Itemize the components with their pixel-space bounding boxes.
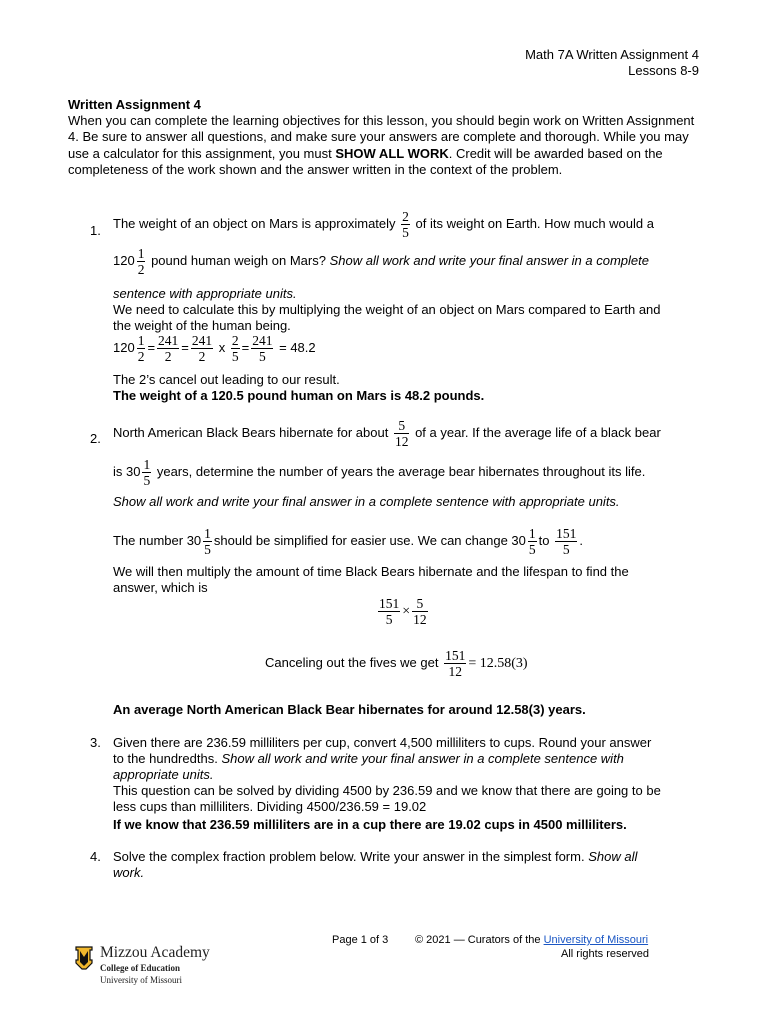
q2-product: $\frac{151}{5}$ × $\frac{5}{12}$ xyxy=(379,596,427,627)
question-number-1: 1. xyxy=(90,223,101,238)
q3-answer-line1: This question can be solved by dividing 4500 by 236.59 and we know that there are going to be xyxy=(113,783,661,798)
q4-line2: work. xyxy=(113,865,145,880)
mizzou-tiger-logo-icon xyxy=(75,946,93,970)
header-title: Math 7A Written Assignment 4 xyxy=(525,47,699,62)
intro-paragraph: When you can complete the learning objectives for this lesson, you should begin work on Written Assignment 4. Be sure to answer all questions, and make sure your answers are complete and thorough. While you may use a calculator for this assignment, you must SHOW ALL WORK. Credit will be awarded based on the completeness of the work shown and the answer written in the context of the problem. xyxy=(68,113,695,178)
question-number-4: 4. xyxy=(90,849,101,864)
q2-cancel: Canceling out the fives we get $\frac{151}{12}$ = 12.58(3) xyxy=(265,648,528,679)
q2-line2: is 30 $\frac{1}{5}$ years, determine the number of years the average bear hibernates throughout its life. xyxy=(113,457,646,488)
q1-line1: The weight of an object on Mars is approximately $\frac{2}{5}$ of its weight on Earth. How much would a xyxy=(113,209,654,240)
q1-final-answer: The weight of a 120.5 pound human on Mars is 48.2 pounds. xyxy=(113,388,485,403)
q2-mult-line2: answer, which is xyxy=(113,580,208,595)
q2-line1: North American Black Bears hibernate for about $\frac{5}{12}$ of a year. If the average life of a black bear xyxy=(113,418,661,449)
q3-line2: to the hundredths. Show all work and write your final answer in a complete sentence with xyxy=(113,751,624,766)
q3-line3: appropriate units. xyxy=(113,767,214,782)
logo-university: University of Missouri xyxy=(100,975,182,985)
q2-mult-line1: We will then multiply the amount of time Black Bears hibernate and the lifespan to find the xyxy=(113,564,629,579)
question-number-2: 2. xyxy=(90,431,101,446)
logo-college: College of Education xyxy=(100,963,180,973)
university-link[interactable]: University of Missouri xyxy=(543,934,649,946)
q2-simplify: The number 30 $\frac{1}{5}$ should be simplified for easier use. We can change 30 $\frac{1}{5}$ to $\frac{151}{5}$ . xyxy=(113,526,583,557)
q1-fraction-1-2: $\frac{1}{2}$ xyxy=(137,246,145,277)
q1-fraction-2-5: $\frac{2}{5}$ xyxy=(402,209,409,240)
rights-reserved: All rights reserved xyxy=(561,948,650,960)
q1-equation: 120 $\frac{1}{2}$ = $\frac{241}{2}$ = $\frac{241}{2}$ x $\frac{2}{5}$ = $\frac{241}{5}$ = 48.2 xyxy=(113,333,316,364)
q1-line3: sentence with appropriate units. xyxy=(113,286,297,301)
q3-line1: Given there are 236.59 milliliters per cup, convert 4,500 milliliters to cups. Round your answer xyxy=(113,735,652,750)
copyright: © 2021 — Curators of the University of Missouri xyxy=(415,934,649,946)
q4-line1: Solve the complex fraction problem below. Write your answer in the simplest form. Show all xyxy=(113,849,638,864)
q3-answer-line2: less cups than milliliters. Dividing 4500/236.59 = 19.02 xyxy=(113,799,427,814)
q1-answer-line2: the weight of the human being. xyxy=(113,318,291,333)
q2-line3: Show all work and write your final answer in a complete sentence with appropriate units. xyxy=(113,494,620,509)
question-number-3: 3. xyxy=(90,735,101,750)
q1-answer-line1: We need to calculate this by multiplying the weight of an object on Mars compared to Earth and xyxy=(113,302,661,317)
q1-cancel-note: The 2’s cancel out leading to our result. xyxy=(113,372,340,387)
logo-name: Mizzou Academy xyxy=(100,944,210,961)
q2-final-answer: An average North American Black Bear hibernates for around 12.58(3) years. xyxy=(113,702,586,717)
assignment-title: Written Assignment 4 xyxy=(68,97,201,112)
page-number: Page 1 of 3 xyxy=(332,934,389,946)
q3-final-answer: If we know that 236.59 milliliters are in a cup there are 19.02 cups in 4500 milliliters. xyxy=(113,817,627,832)
q1-line2: 120 $\frac{1}{2}$ pound human weigh on Mars? Show all work and write your final answer in a complete xyxy=(113,246,649,277)
header-lessons: Lessons 8-9 xyxy=(628,63,699,78)
